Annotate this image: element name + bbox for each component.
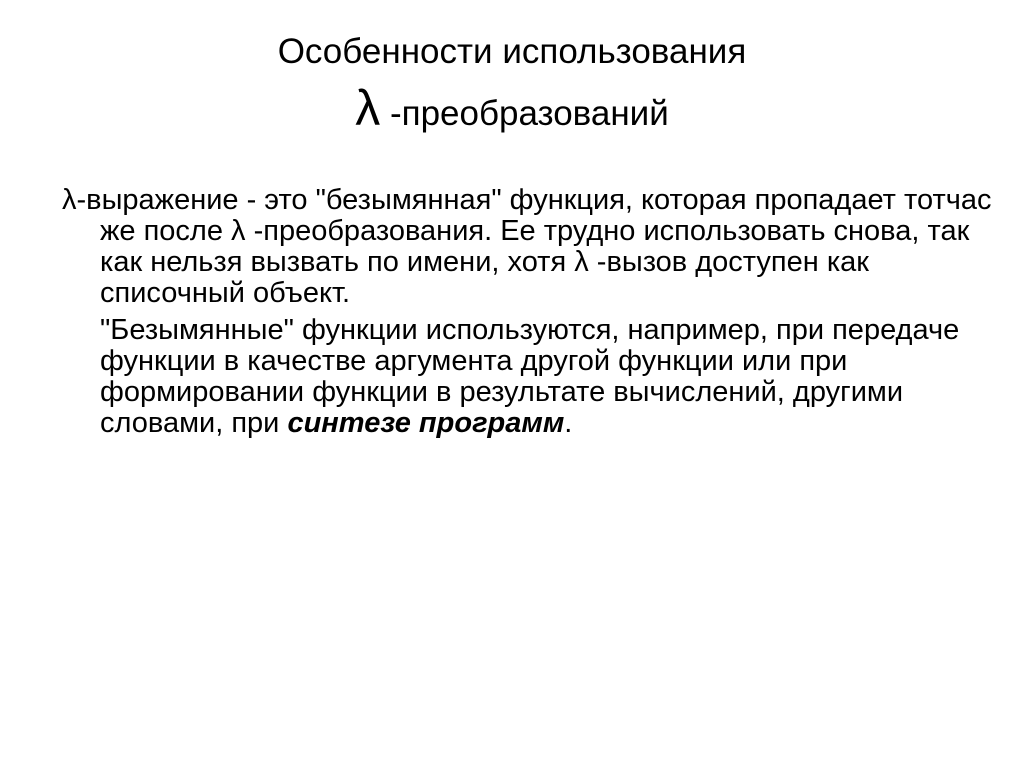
slide-body: [62, 185, 1002, 439]
title-line-1: Особенности использования: [277, 32, 747, 71]
paragraph-definition: λ-выражение - это "безымянная" функция, которая пропадает тотчас же после λ -преобразования. Ее трудно использовать снова, так как нельзя вызвать по имени, хотя λ -вызов доступен как списочный объект.: [62, 184, 992, 309]
title-line-2: [0, 82, 1024, 147]
paragraph-usage: [62, 315, 1002, 439]
paragraph-usage-text: "Безымянные" функции используются, например, при передаче функции в качестве аргумента другой функции или при формировании функции в результате вычислений, другими словами, при: [100, 314, 960, 439]
paragraph-usage-end: .: [564, 407, 573, 439]
title-line-2-text: -преобразований: [380, 94, 669, 133]
title-lambda-symbol: λ: [355, 80, 381, 136]
paragraph-usage-emphasis: синтезе программ: [287, 407, 565, 439]
slide-title: [0, 30, 1024, 147]
